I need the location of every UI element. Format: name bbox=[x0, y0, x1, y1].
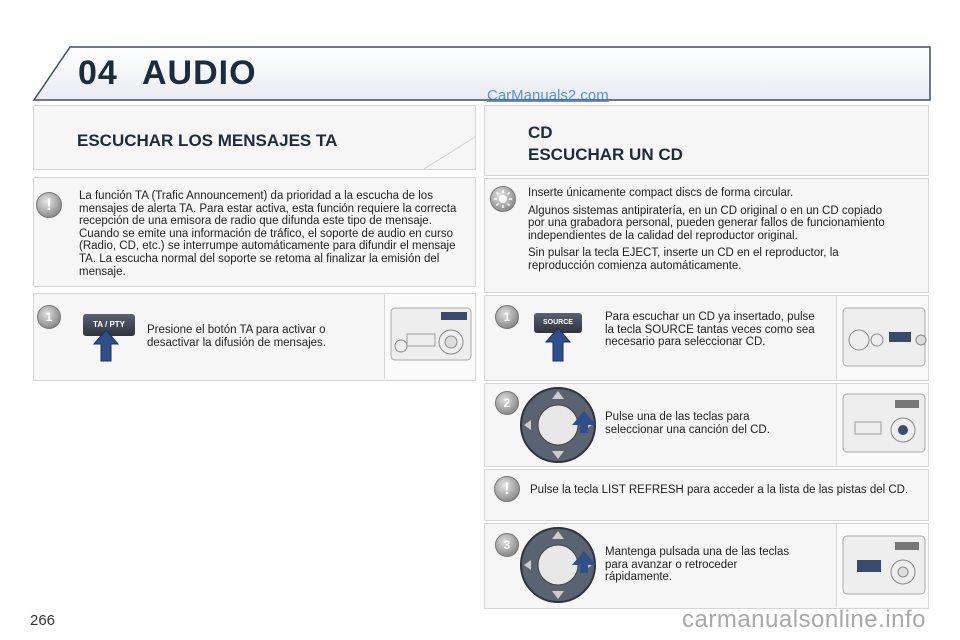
step-badge: 3 bbox=[495, 533, 519, 557]
radio-unit-image bbox=[836, 384, 928, 465]
cd-note-text: Pulse la tecla LIST REFRESH para acceder a la lista de las pistas del CD. bbox=[530, 484, 909, 496]
watermark-top[interactable]: CarManuals2.com bbox=[487, 87, 609, 104]
step-badge: 2 bbox=[495, 391, 519, 415]
cd-info-text bbox=[528, 187, 888, 278]
page-number: 266 bbox=[30, 612, 56, 629]
ta-note-text: La función TA (Trafic Announcement) da prioridad a la escucha de los mensajes de alerta TA. Para estar activa, esta función requiere la correcta recepción de una emisora de radio que difunda este tipo de mensaje. Cuando se emite una información de tráfico, el soporte de audio en curso (Radio, CD, etc.) se interrumpe automáticamente para difundir el mensaje TA. La escucha normal del soporte se retoma al finalizar la emisión del mensaje. bbox=[79, 190, 457, 278]
panel-corner-decoration bbox=[424, 136, 476, 170]
cd-info-line: Algunos sistemas antipiratería, en un CD original o en un CD copiado por una grabadora personal, pueden generar fallos de funcionamiento independientes de la calidad del reproductor original. bbox=[528, 204, 885, 242]
step-badge: 1 bbox=[495, 305, 519, 329]
radio-unit-image bbox=[836, 524, 928, 607]
chapter-number: 04 bbox=[78, 54, 118, 92]
source-button[interactable]: SOURCE bbox=[534, 313, 582, 333]
left-section-title: ESCUCHAR LOS MENSAJES TA bbox=[77, 131, 338, 150]
press-arrow-icon bbox=[93, 330, 119, 362]
cd-subtitle: ESCUCHAR UN CD bbox=[528, 145, 683, 164]
cd-step2-text: Pulse una de las teclas para seleccionar una canción del CD. bbox=[605, 411, 770, 436]
cd-step1-text: Para escuchar un CD ya insertado, pulse la tecla SOURCE tantas veces como sea necesario para seleccionar CD. bbox=[605, 311, 815, 349]
chapter-title: AUDIO bbox=[142, 54, 257, 92]
cd-title: CD bbox=[528, 123, 553, 142]
directional-pad-icon[interactable] bbox=[518, 525, 598, 605]
watermark-bottom: carmanualsonline.info bbox=[682, 606, 926, 633]
cd-step3-text: Mantenga pulsada una de las teclas para avanzar o retroceder rápidamente. bbox=[605, 546, 790, 584]
step-badge: 1 bbox=[37, 305, 61, 329]
ta-pty-button[interactable]: TA / PTY bbox=[83, 314, 135, 336]
info-sun-icon bbox=[490, 186, 516, 212]
radio-unit-image bbox=[384, 294, 475, 379]
press-arrow-icon bbox=[545, 328, 571, 362]
cd-info-line: Sin pulsar la tecla EJECT, inserte un CD en el reproductor, la reproducción comienza automáticamente. bbox=[528, 247, 839, 272]
ta-step1-text: Presione el botón TA para activar o desactivar la difusión de mensajes. bbox=[147, 324, 326, 349]
cd-info-line: Inserte únicamente compact discs de forma circular. bbox=[528, 187, 794, 199]
radio-unit-image bbox=[836, 296, 928, 379]
directional-pad-icon[interactable] bbox=[518, 385, 598, 465]
warning-icon: ! bbox=[494, 476, 520, 502]
warning-icon: ! bbox=[36, 192, 62, 218]
